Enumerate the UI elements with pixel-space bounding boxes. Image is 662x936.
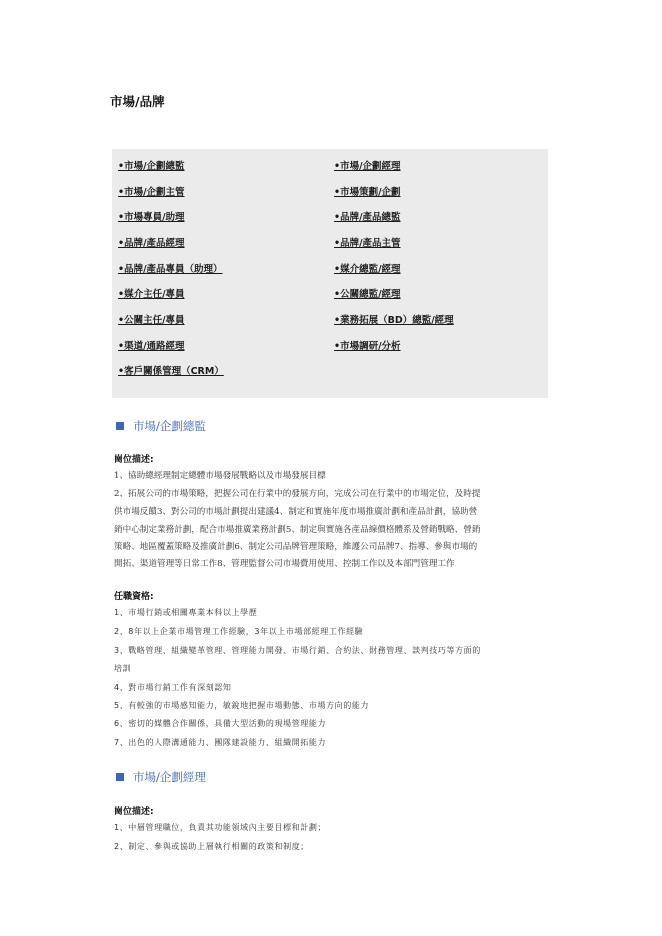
section-heading-marketing-director [116,418,206,434]
link-brand-specialist[interactable]: •品牌/產品專員（助理） [118,264,223,275]
link-channel-manager[interactable]: •渠道/通路經理 [118,341,185,352]
desc-line: 開拓、渠道管理等日常工作8、管理監督公司市場費用使用、控制工作以及本部門管理工作 [114,559,455,569]
job-description-label: 崗位描述: [114,455,154,465]
section-heading-text: 市場/企劃經理 [133,770,206,784]
link-pr-director[interactable]: •公關總監/經理 [334,289,401,300]
link-marketing-planning[interactable]: •市場策劃/企劃 [334,187,401,198]
desc-line: 1、中層管理職位，負責其功能領域內主要目標和計劃； [114,823,327,832]
desc-line: 銷中心制定業務計劃，配合市場推廣業務計劃5、制定與實施各產品線價格體系及營銷戰略、營銷 [114,525,481,535]
req-line: 培訓 [114,664,132,673]
link-marketing-director[interactable]: •市場/企劃總監 [118,161,185,172]
section-heading-marketing-manager [116,769,206,785]
desc-line: 2、制定、參與或協助上層執行相關的政策和制度； [114,842,309,851]
square-icon [116,773,124,781]
link-brand-manager[interactable]: •品牌/產品經理 [118,238,185,249]
req-line: 3、戰略管理、組織變革管理、管理能力開發、市場行銷、合約法、財務管理、談判技巧等方面的 [114,646,481,655]
link-crm[interactable]: •客戶關係管理（CRM） [118,366,224,377]
req-line: 5、有較強的市場感知能力，敏銳地把握市場動態、市場方向的能力 [114,701,370,710]
page-title: 市場/品牌 [110,94,165,109]
section-heading-text: 市場/企劃總監 [133,419,206,433]
link-brand-supervisor[interactable]: •品牌/產品主管 [334,238,401,249]
link-marketing-supervisor[interactable]: •市場/企劃主管 [118,187,185,198]
job-category-panel [112,149,548,398]
req-line: 1、市場行銷或相關專業本科以上學歷 [114,608,258,617]
link-media-specialist[interactable]: •媒介主任/專員 [118,289,185,300]
desc-line: 1、協助總經理制定總體市場發展戰略以及市場發展目標 [114,471,326,481]
job-description-label: 崗位描述: [114,807,154,817]
link-marketing-manager[interactable]: •市場/企劃經理 [334,161,401,172]
req-line: 7、出色的人際溝通能力、團隊建設能力、組織開拓能力 [114,738,327,747]
link-media-director[interactable]: •媒介總監/經理 [334,264,401,275]
link-brand-director[interactable]: •品牌/產品總監 [334,212,401,223]
qualifications-label: 任職資格: [114,592,154,602]
link-market-research[interactable]: •市場調研/分析 [334,341,401,352]
desc-line: 策略、地區覆蓋策略及推廣計劃6、制定公司品牌管理策略，維護公司品牌7、指導、參與市場的 [114,542,478,552]
req-line: 2、8年以上企業市場管理工作經驗，3年以上市場部經理工作經驗 [114,627,364,636]
req-line: 4、對市場行銷工作有深刻認知 [114,683,232,692]
req-line: 6、密切的媒體合作關係，具備大型活動的現場管理能力 [114,719,327,728]
desc-line: 2、拓展公司的市場策略，把握公司在行業中的發展方向，完成公司在行業中的市場定位，及時提 [114,489,481,499]
link-marketing-specialist[interactable]: •市場專員/助理 [118,212,185,223]
square-icon [116,422,124,430]
link-pr-specialist[interactable]: •公關主任/專員 [118,315,185,326]
desc-line: 供市場反饋3、對公司的市場計劃提出建議4、制定和實施年度市場推廣計劃和產品計劃，協助營 [114,507,478,517]
link-bd-director[interactable]: •業務拓展（BD）總監/經理 [334,315,454,326]
